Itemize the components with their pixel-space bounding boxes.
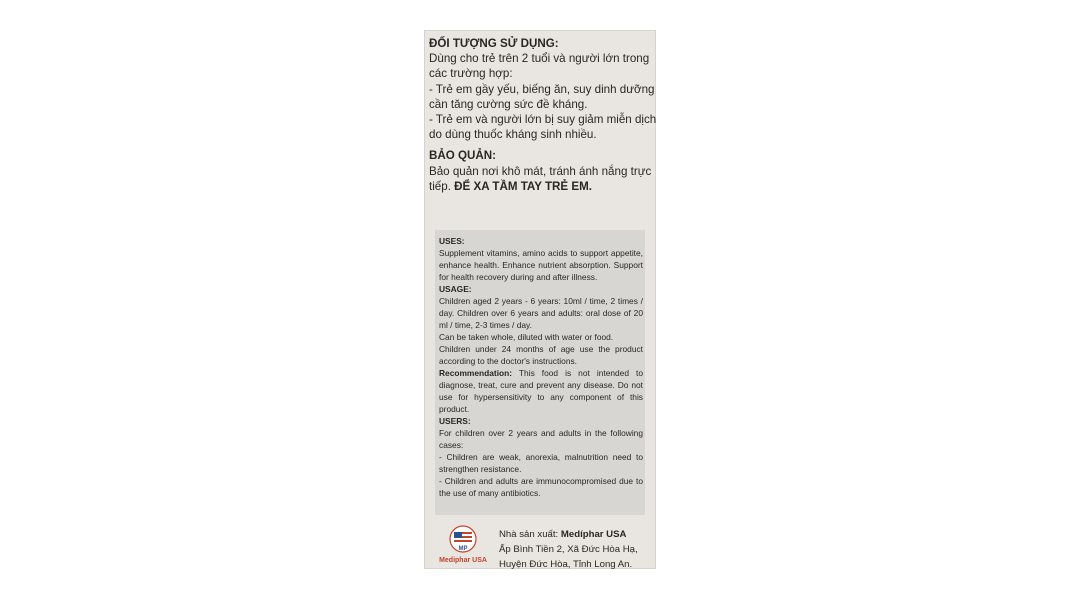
- usage-heading: USAGE:: [439, 284, 472, 294]
- target-users-line: Dùng cho trẻ trên 2 tuổi và người lớn trong: [429, 52, 650, 66]
- manufacturer-address: Ấp Bình Tiền 2, Xã Đức Hòa Hạ,: [499, 544, 638, 555]
- manufacturer-info: [499, 527, 655, 572]
- uses-heading: USES:: [439, 236, 465, 246]
- manufacturer-address: Huyện Đức Hòa, Tỉnh Long An.: [499, 559, 633, 570]
- target-users-line: - Trẻ em và người lớn bị suy giảm miễn dịch: [429, 113, 657, 127]
- vietnamese-section: [429, 36, 657, 194]
- target-users-line: các trường hợp:: [429, 67, 513, 81]
- usage-text: Can be taken whole, diluted with water or food.: [439, 332, 614, 342]
- storage-line-2: [429, 179, 657, 194]
- logo-monogram: MP: [458, 546, 468, 552]
- storage-line-prefix: tiếp.: [429, 179, 455, 193]
- uses-text: Supplement vitamins, amino acids to support appetite, enhance health. Enhance nutrient absorption. Support for health recovery during and after illness.: [439, 248, 643, 282]
- mediphar-logo: [433, 523, 493, 567]
- users-heading: USERS:: [439, 416, 471, 426]
- usage-text: Children under 24 months of age use the product according to the doctor's instructions.: [439, 344, 643, 366]
- target-users-line: cần tăng cường sức đề kháng.: [429, 97, 588, 111]
- usage-text: Children aged 2 years - 6 years: 10ml / time, 2 times / day. Children over 6 years and adults: oral dose of 20 ml / time, 2-3 times / day.: [439, 296, 643, 330]
- target-users-line: do dùng thuốc kháng sinh nhiều.: [429, 128, 597, 142]
- storage-heading: BẢO QUẢN:: [429, 149, 496, 163]
- logo-label: Mediphar USA: [439, 557, 487, 564]
- recommendation-label: Recommendation:: [439, 368, 513, 378]
- manufacturer-name: Medíphar USA: [560, 529, 627, 540]
- manufacturer-line: [499, 527, 655, 542]
- users-item: - Children and adults are immunocompromised due to the use of many antibiotics.: [439, 476, 643, 498]
- users-text: For children over 2 years and adults in the following cases:: [439, 428, 643, 450]
- product-label-panel: [424, 30, 656, 569]
- manufacturer-label: Nhà sản xuất:: [499, 529, 561, 540]
- users-item: - Children are weak, anorexia, malnutrition need to strengthen resistance.: [439, 452, 643, 474]
- recommendation-text: This food is not intended to diagnose, treat, cure and prevent any disease. Do not use for hypersensitivity to any component of this product.: [439, 368, 643, 414]
- target-users-heading: ĐỐI TƯỢNG SỬ DỤNG:: [429, 37, 559, 50]
- target-users-line: - Trẻ em gầy yếu, biếng ăn, suy dinh dưỡng: [429, 82, 655, 96]
- recommendation-paragraph: [439, 367, 643, 415]
- storage-warning: ĐỂ XA TẦM TAY TRẺ EM.: [454, 179, 592, 193]
- flag-shield-icon: [433, 523, 493, 557]
- english-section: [435, 230, 645, 515]
- storage-line: Bảo quản nơi khô mát, tránh ánh nắng trực: [429, 164, 652, 178]
